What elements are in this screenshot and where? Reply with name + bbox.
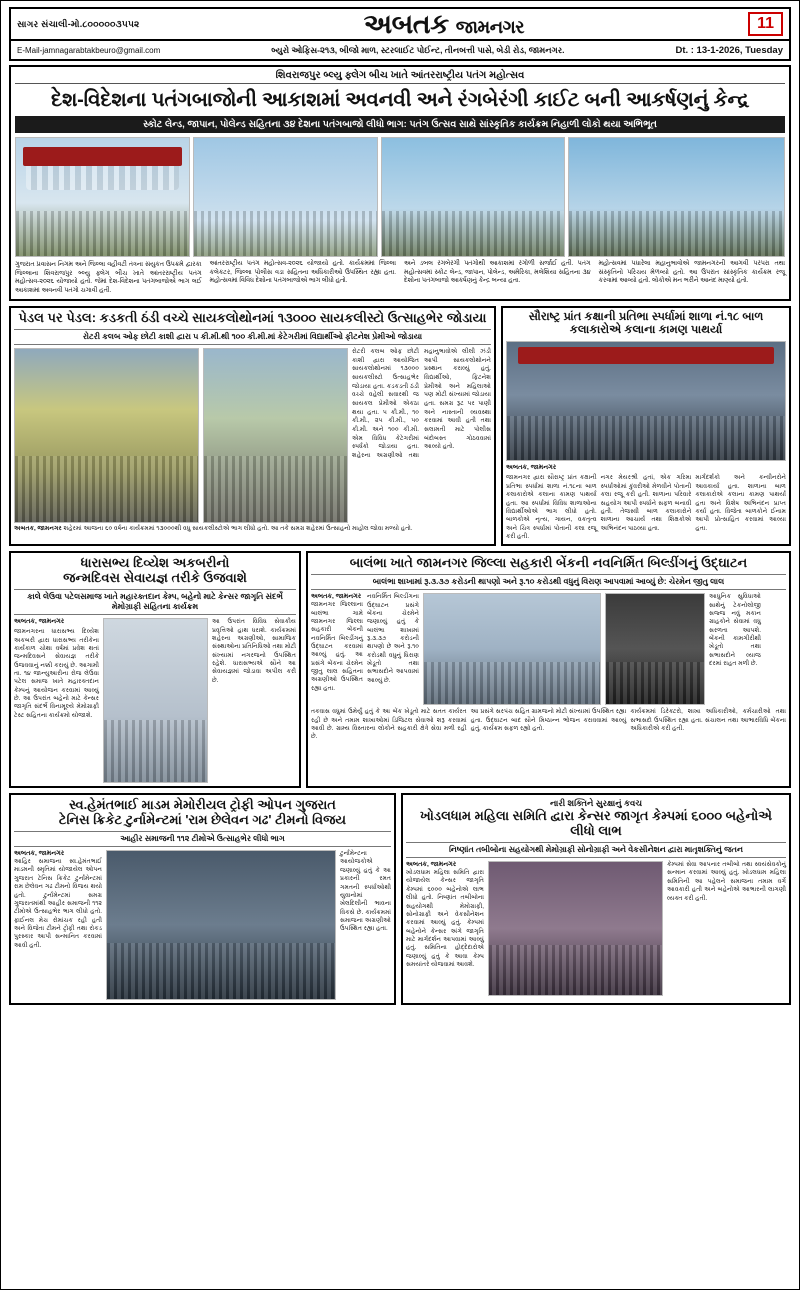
bank-photo-1-wrap (423, 593, 601, 705)
birthday-caption-tag: અબતક, જામનગર (14, 618, 65, 626)
khodaldham-left-col (406, 861, 484, 996)
bank-photo-2-wrap (605, 593, 705, 705)
talent-body (506, 474, 786, 541)
story-birthday (9, 551, 301, 788)
lead-caption-col-1 (15, 260, 202, 295)
photo-cycle-rally (14, 348, 199, 523)
story-tennis (9, 793, 396, 1005)
birthday-content (14, 618, 296, 783)
page-number-badge: 11 (748, 12, 783, 36)
tennis-caption-tag: અબતક, જામનગર (14, 850, 65, 858)
masthead-title (363, 8, 525, 39)
pedal-body: રોટરી કલબ ઓફ છોટી કાશી દ્વારા આયોજિત સાયકલોથોનમાં ૧૩૦૦૦ સાયકલીસ્ટો ઉત્સાહભેર જોડાયા હતા. કડકડતી ઠંડી વચ્ચે વહેલી સવારથી જ સાયકલ પ્રેમીઓ એકઠા થયા હતા. ૫ કી.મી., ૧૦ કી.મી., ૨૫ કી.મી., ૫૦ કી.મી. અને ૧૦૦ કી.મી. એમ વિવિધ કેટેગરીમાં સ્પર્ધકો જોડાયા હતા. શહેરના અગ્રણીઓ તથા મહાનુભાવોએ લીલી ઝંડી આપી સાયકલોથોનને પ્રસ્થાન કરાવ્યું હતું. વિદ્યાર્થીઓ, ફિટનેશ પ્રેમીઓ અને મહિલાઓ પણ મોટી સંખ્યામાં જોડાયા હતા. સમગ્ર રૂટ પર પાણી અને નાસ્તાની વ્યવસ્થા કરવામાં આવી હતી તથા સલામતી માટે પોલીસ બંદોબસ્ત ગોઠવવામાં આવ્યો હતો. (352, 347, 491, 459)
tennis-body-right: ટુર્નામેન્ટના આયોજકોએ જણાવ્યું હતું કે આ પ્રકારની રમત ગમતની સ્પર્ધાઓથી યુવાનોમાં ખેલદિલીની ભાવના વિકસે છે. કાર્યક્રમમાં સમાજના અગ્રણીઓ ઉપસ્થિત રહ્યા હતા. (340, 850, 391, 933)
khodaldham-photo-wrap (488, 861, 663, 996)
bank-subline: બાલંભા શાખામાં રૂ.૩.૩૭ કરોડની થાપણો અને રૂ.૧૦ કરોડથી વધુનું વિરાણ આપવામાં આવ્યું છે: ચેરમેન જીતુ લાલ (311, 574, 786, 590)
bank-headline: બાલંભા ખાતે જામનગર જિલ્લા સહકારી બેંકની નવનિર્મિત બિલ્ડીંગનું ઉદ્ઘાટન (349, 555, 748, 571)
birthday-headline-2: જન્મદિવસ સેવાયજ્ઞ તરીકે ઉજવાશે (63, 570, 247, 586)
photo-talent-group (506, 341, 786, 461)
lead-caption-block (15, 260, 785, 295)
talent-body-right: માર્ગદર્શકો અને કન્વીનરોને આવકાર્યા હતા. શાળાના બાળ કલાકારોએ કલાના કામણ પાથર્યા હતા અને વિશેષ અભિનંદન પ્રાપ્ત કર્યા હતા. વિજેતા બાળકોને ઈનામ આપી પ્રોત્સાહિત કરવામાં આવ્યા હતા. (695, 474, 787, 532)
pedal-text-wrap (352, 348, 491, 523)
talent-headline: સૌરાષ્ટ્ર પ્રાંત કક્ષાની પ્રતિભા સ્પર્ધામાં શાળા નં.૧૮ બાળ કલાકારોએ કલાના કામણ પાથર્યા (528, 311, 764, 337)
pedal-caption-tag: અબતક, જામનગર (14, 524, 62, 532)
khodaldham-subline: નિષ્ણાંત તબીબોના સહયોગથી મેમોગ્રાફી સોનોગ્રાફી અને વેકસીનેશન દ્વારા માતૃશક્તિનું જતન (406, 842, 786, 858)
bank-body-0: જામનગર જિલ્લાના બાલંભા ગામે જામનગર જિલ્લા સહકારી બેંકની નવનિર્મિત બિલ્ડીંગનું ઉદ્ઘાટન કરવામાં આવ્યું હતું. આ પ્રસંગે બેંકના ચેરમેન જીતુ લાલ સહિતના અગ્રણીઓ ઉપસ્થિત રહ્યા હતા. (311, 601, 363, 692)
bank-body-4: આ પ્રસંગે સરપંચ સહિત ગ્રામજનો મોટી સંખ્યામાં ઉપસ્થિત રહ્યા હતા. ઉદ્ઘાટન બાદ સૌને મિષ્ઠાન્ન ભોજન કરાવવામાં આવ્યું હતું. કાર્યક્રમ સફળ રહ્યો હતો. (470, 708, 627, 732)
khodaldham-caption-tag: અબતક, જામનગર (406, 861, 457, 869)
lead-headline: દેશ-વિદેશના પતંગબાજોની આકાશમાં અવનવી અને રંગબેરંગી કાઈટ બની આકર્ષણનું કેન્દ્ર (50, 89, 749, 111)
birthday-body-left: જામનગરના ધારાસભ્ય દિવ્યેશ અકબરી દ્વારા ધારાસભ્ય તરીકેના કાર્યકાળ ચોથા વર્ષમાં પ્રવેશ થતાં જન્મદિવસને સેવાયજ્ઞ તરીકે ઉજવવાનું નક્કી કરાયું છે. આગામી તા. ૧૪ જાન્યુઆરીના રોજ લેઉવા પટેલ સમાજ ખાતે મહારક્તદાન કેમ્પનું આયોજન કરવામાં આવ્યું છે. આ ઉપરાંત બહેનો માટે કેન્સર જાગૃતિ સંદર્ભે વિનામૂલ્યે મેમોગ્રાફી ટેસ્ટ સહિતના કાર્યક્રમો યોજાશે. (14, 628, 99, 719)
birthday-right-col (212, 618, 296, 783)
lead-caption-col-3: અને ડબલ રંગબેરંગી પતંગોથી આકાશમાં રંગોળી સર્જાઈ હતી. પતંગ મહોત્સવમાં સ્કોટ લેન્ડ, જાપાન, પોલેન્ડ, અમેરિકા, મલેશિયા સહિતના ૩૪ દેશોના પતંગબાજો આકર્ષણનું કેન્દ્ર બન્યા હતા. (404, 260, 591, 284)
tennis-subline: આહીર સમાજની ૧૧૨ ટીમોએ ઉત્સાહભેર લીધો ભાગ (14, 831, 391, 847)
bank-content (311, 593, 786, 705)
pedal-caption-text: શહેરમાં આજના ૬૦ વર્ષના કાર્યક્રમમાં ૧૩૦૦૦થી વધુ સાયકલીસ્ટોએ ભાગ લીધો હતો. આ તકે સમગ્ર શહેરમાં ઉત્સાહનો માહોલ જોવા મળ્યો હતો. (63, 524, 413, 532)
birthday-left-col (14, 618, 99, 783)
row-tennis-khodaldham (9, 793, 791, 1005)
lead-caption-text-1: ગુજરાત પ્રવાસન નિગમ અને જિલ્લા વહીવટી તંત્રના સંયુકત ઉપક્રમે દ્વારકા જિલ્લાના શિવરાજપુર બ્લ્યુ ફ્લેગ બીચ ખાતે આંતરરાષ્ટ્રીય પતંગ મહોત્સવ-૨૦૨૬ યોજાયો હતો. જેમાં દેશ-વિદેશના પતંગબાજોએ ભાગ લઈ આકાશમાં અવનવી પતંગો ચગાવી હતી. (15, 261, 202, 294)
tennis-body-left: આહિર સમાજના સ્વ.હેમંતભાઈ માડમની સ્મૃતિમાં યોજાયેલ ઓપન ગુજરાત ટેનિસ ક્રિકેટ ટુર્નામેન્ટમાં રામ છેલેવન ગઢ ટીમનો વિજય થયો હતો. ટુર્નામેન્ટમાં સમગ્ર ગુજરાતમાંથી આહીર સમાજની ૧૧૨ ટીમોએ ઉત્સાહભેર ભાગ લીધો હતો. ફાઈનલ મેચ રોમાંચક રહી હતી અને વિજેતા ટીમને ટ્રોફી તથા રોકડ પુરસ્કાર આપી સન્માનિત કરવામાં આવી હતી. (14, 858, 102, 949)
photo-mla-portrait (103, 618, 208, 783)
bank-body-5: કાર્યક્રમમાં ડિરેક્ટરો, શાખા અધિકારીઓ, કર્મચારીઓ તથા સભાસદો ઉપસ્થિત રહ્યા હતા. સંચાલન તથા આભારવિધિ બેંકના અધિકારીએ કરી હતી. (630, 708, 787, 732)
talent-body-left: જામનગર દ્વારા સૌરાષ્ટ્ર પ્રાંત કક્ષાની પ્રતિભા સ્પર્ધામાં શાળા નં.૧૮ના બાળ કલાકારોએ કલાના કામણ પાથર્યા હતા. આ સ્પર્ધામાં વિવિધ શાળાઓના વિદ્યાર્થીઓએ ભાગ લીધો હતો. બાળકોએ નૃત્ય, ગાયન, વકતૃત્વ અને ચિત્ર સ્પર્ધામાં પોતાની કલા રજૂ કરી હતી. (506, 474, 597, 540)
tennis-headline-2: ટેનિસ ક્રિકેટ ટુર્નામેન્ટમાં 'રામ છેલેવન ગઢ' ટીમનો વિજય (58, 812, 347, 828)
talent-body-mid: નગર મેયરશ્રી હતાં, એક ગરિમા સ્પર્ધાઓમાં કુંવરીઓ મેળવીને પોતાની કલા રજૂ કરી હતી. શાળાના પરિવારે સહયોગ આપી સ્પર્ધાને સફળ બનાવી હતી. તેજસ્વી બાળ કલાકારોને શાળાના આચાર્ય તથા શિક્ષકોએ અભિનંદન પાઠવ્યા હતા. (600, 474, 692, 532)
pedal-caption (14, 525, 491, 533)
masthead-subbar (9, 41, 791, 61)
photo-kites-sky (193, 137, 378, 257)
row-pedal-talent (9, 306, 791, 546)
birthday-photo-wrap (103, 618, 208, 783)
tennis-photo-wrap (106, 850, 336, 1000)
masthead-left-contact: સાગર સંચાલી-મો.૮૦૦૦૦૦૩૫૫૨ (17, 18, 140, 29)
photo-cyclists-road (203, 348, 348, 523)
story-khodaldham (401, 793, 791, 1005)
khodaldham-topline: નારી શક્તિને સુરક્ષાનું કવચ (549, 798, 643, 809)
masthead-title-sub: જામનગર (455, 16, 525, 37)
tennis-content (14, 850, 391, 1000)
photo-talent-banner (518, 347, 774, 364)
pedal-photo2-wrap (203, 348, 348, 523)
masthead-date: Dt. : 13-1-2026, Tuesday (675, 44, 783, 56)
khodaldham-content (406, 861, 786, 996)
birthday-subline: કાલે લેઉવા પટેલસમાજ ખાતે મહારક્તદાન કેમ્પ, બહેનો માટે કેન્સર જાગૃતિ સંદર્ભે મેમોગ્રાફી સહિતના કાર્યક્રમ (14, 589, 296, 615)
birthday-headline-1: ધારાસભ્ય દિવ્યેશ અકબરીનો (80, 555, 230, 571)
pedal-headline: પેડલ પર પેડલ: કડકતી ઠંડી વચ્ચે સાયકલોથોનમાં ૧૩૦૦૦ સાયકલીસ્ટો ઉત્સાહભેર જોડાયા (18, 310, 487, 325)
masthead-title-main: અબતક (363, 8, 449, 39)
photo-bank-inauguration (423, 593, 601, 705)
talent-caption-tag: અબતક, જામનગર (506, 464, 557, 472)
khodaldham-body-right: કેમ્પમાં સેવા આપનાર તબીબો તથા સ્વયંસેવકોનું સન્માન કરવામાં આવ્યું હતું. ખોડલધામ મહિલા સમિતિની આ પહેલને સમાજના તમામ વર્ગે આવકારી હતી અને બહેનોએ આભારની લાગણી વ્યક્ત કરી હતી. (667, 861, 786, 902)
khodaldham-body-left: ખોડલધામ મહિલા સમિતિ દ્વારા યોજાયેલ કેન્સર જાગૃતિ કેમ્પમાં ૬૦૦૦ બહેનોએ લાભ લીધો હતો. નિષ્ણાંત તબીબોના સહયોગથી મેમોગ્રાફી, સોનોગ્રાફી અને વેકસીનેશન કરવામાં આવ્યું હતું. કેમ્પમાં બહેનોને કેન્સર અંગે જાગૃતિ માટે માર્ગદર્શન આપવામાં આવ્યું હતું. સમિતિના હોદ્દેદારોએ જણાવ્યું હતું કે આવા કેમ્પ સમયાંતરે યોજવામાં આવશે. (406, 869, 484, 969)
photo-winning-team (106, 850, 336, 1000)
photo-banner (23, 147, 182, 166)
lead-story (9, 65, 791, 301)
lead-caption-col-2: આંતરરાષ્ટ્રીય પતંગ મહોત્સવ-૨૦૨૬ યોજાયો હતો. કાર્યક્રમમાં જિલ્લા કલેકટર, જિલ્લા પોલીસ વડા સહિતના અધિકારીઓ ઉપસ્થિત રહ્યા હતા. મહોત્સવમાં વિવિધ દેશોના પતંગબાજોએ ભાગ લીધો હતો. (209, 260, 396, 284)
photo-fish-kite (568, 137, 785, 257)
tennis-headline-1: સ્વ.હેમંતભાઈ માડમ મેમોરીયલ ટ્રોફી ઓપન ગુજરાત (69, 797, 336, 813)
bank-body-2: આધુનિક સુવિધાઓ સાથેનું ટેકનોલોજી સજ્જ નવું મકાન ગ્રાહકોને સેવામાં વધુ સરળતા આપશે. બેંકની કામગીરીથી ખેડૂતો તથા સભાસદોને વ્યાજ દરમાં રાહત મળી છે. (709, 593, 761, 668)
photo-bank-plaque (605, 593, 705, 705)
photo-women-camp (488, 861, 663, 996)
lead-strip: સ્કોટ લેન્ડ, જાપાન, પોલેન્ડ સહિતના ૩૪ દેશના પતંગબાજો લીધો ભાગ: પતંગ ઉત્સવ સાથે સાંસ્કૃતિક કાર્યક્રમ નિહાળી લોકો થયા અભિભૂત (15, 116, 785, 133)
pedal-content (14, 348, 491, 523)
photo-kite-cartoon (381, 137, 566, 257)
bank-bottom-cols (311, 708, 786, 741)
bank-caption-tag: અબતક, જામનગર (311, 593, 362, 601)
row-birthday-bank (9, 551, 791, 788)
pedal-subline: રોટરી કલબ ઓફ છોટી કાશી દ્વારા ૫ કી.મી.થી ૧૦૦ કી.મી.માં કેટેગરીમાં વિદ્યાર્થીઓ ફીટનેશ પ્રેમીઓ જોડાયા (14, 329, 491, 345)
lead-caption-col-4: મહોત્સવમાં પધારેલા મહાનુભાવોએ જામનગરની આગવી પરંપરા તથા સંસ્કૃતિનો પરિચય મેળવ્યો હતો. આ ઉપરાંત સાંસ્કૃતિક કાર્યક્રમ રજૂ કરવામાં આવ્યો હતો. લોકોએ મન ભરીને આનંદ માણ્યો હતો. (598, 260, 785, 284)
masthead (9, 7, 791, 41)
photo-kite-expo (15, 137, 190, 257)
pedal-photo-wrap (14, 348, 199, 523)
bank-body-1: નવનિર્મિત બિલ્ડીંગના ઉદ્ઘાટન પ્રસંગે બેંકના ચેરમેને જણાવ્યું હતું કે બાલંભા શાખામાં રૂ.૩.૩૭ કરોડની થાપણો છે અને રૂ.૧૦ કરોડથી વધુનું ધિરાણ ખેડૂતો તથા સભાસદોને આપવામાં આવ્યું છે. (367, 593, 419, 684)
lead-kicker: શિવરાજપુર બ્લ્યુ ફ્લેગ બીચ ખાતે આંતરરાષ્ટ્રીય પતંગ મહોત્સવ (15, 70, 785, 84)
bank-body-3: તકવાસ વધુમાં ઉમેર્યું હતું કે આ બેંક ખેડૂતો માટે સતત કાર્યરત રહી છે અને તમામ શાખાઓમાં ડિજિટલ સેવાઓ શરૂ કરવામાં આવી છે. ગ્રામ્ય વિસ્તારના લોકોને સહકારી ક્ષેત્રે સેવા મળી રહી છે. (311, 708, 467, 741)
khodaldham-headline: ખોડલધામ મહિલા સમિતિ દ્વારા કેન્સર જાગૃત કેમ્પમાં ૬૦૦૦ બહેનોએ લીધો લાભ (420, 808, 772, 839)
story-pedal (9, 306, 496, 546)
masthead-address: બ્યુરો ઓફિસ-૨૧૩, બીજો માળ, સ્ટરલાઈટ પોઈન્ટ, તીનબત્તી પાસે, બેડી રોડ, જામનગર. (271, 44, 565, 55)
story-talent (501, 306, 791, 546)
bank-col-0 (311, 593, 363, 705)
tennis-left-col (14, 850, 102, 1000)
lead-photo-row (15, 137, 785, 257)
masthead-email: E-Mail-jamnagarabtakbeuro@gmail.com (17, 45, 161, 55)
story-bank (306, 551, 791, 788)
birthday-body-right: આ ઉપરાંત વિવિધ સેવાકીય પ્રવૃત્તિઓ હાથ ધરાશે. કાર્યક્રમમાં શહેરના અગ્રણીઓ, સામાજિક સંસ્થાઓના પ્રતિનિધિઓ તથા મોટી સંખ્યામાં નગરજનો ઉપસ્થિત રહેશે. ધારાસભ્યએ સૌને આ સેવાયજ્ઞમાં જોડાવા અપીલ કરી છે. (212, 618, 296, 684)
